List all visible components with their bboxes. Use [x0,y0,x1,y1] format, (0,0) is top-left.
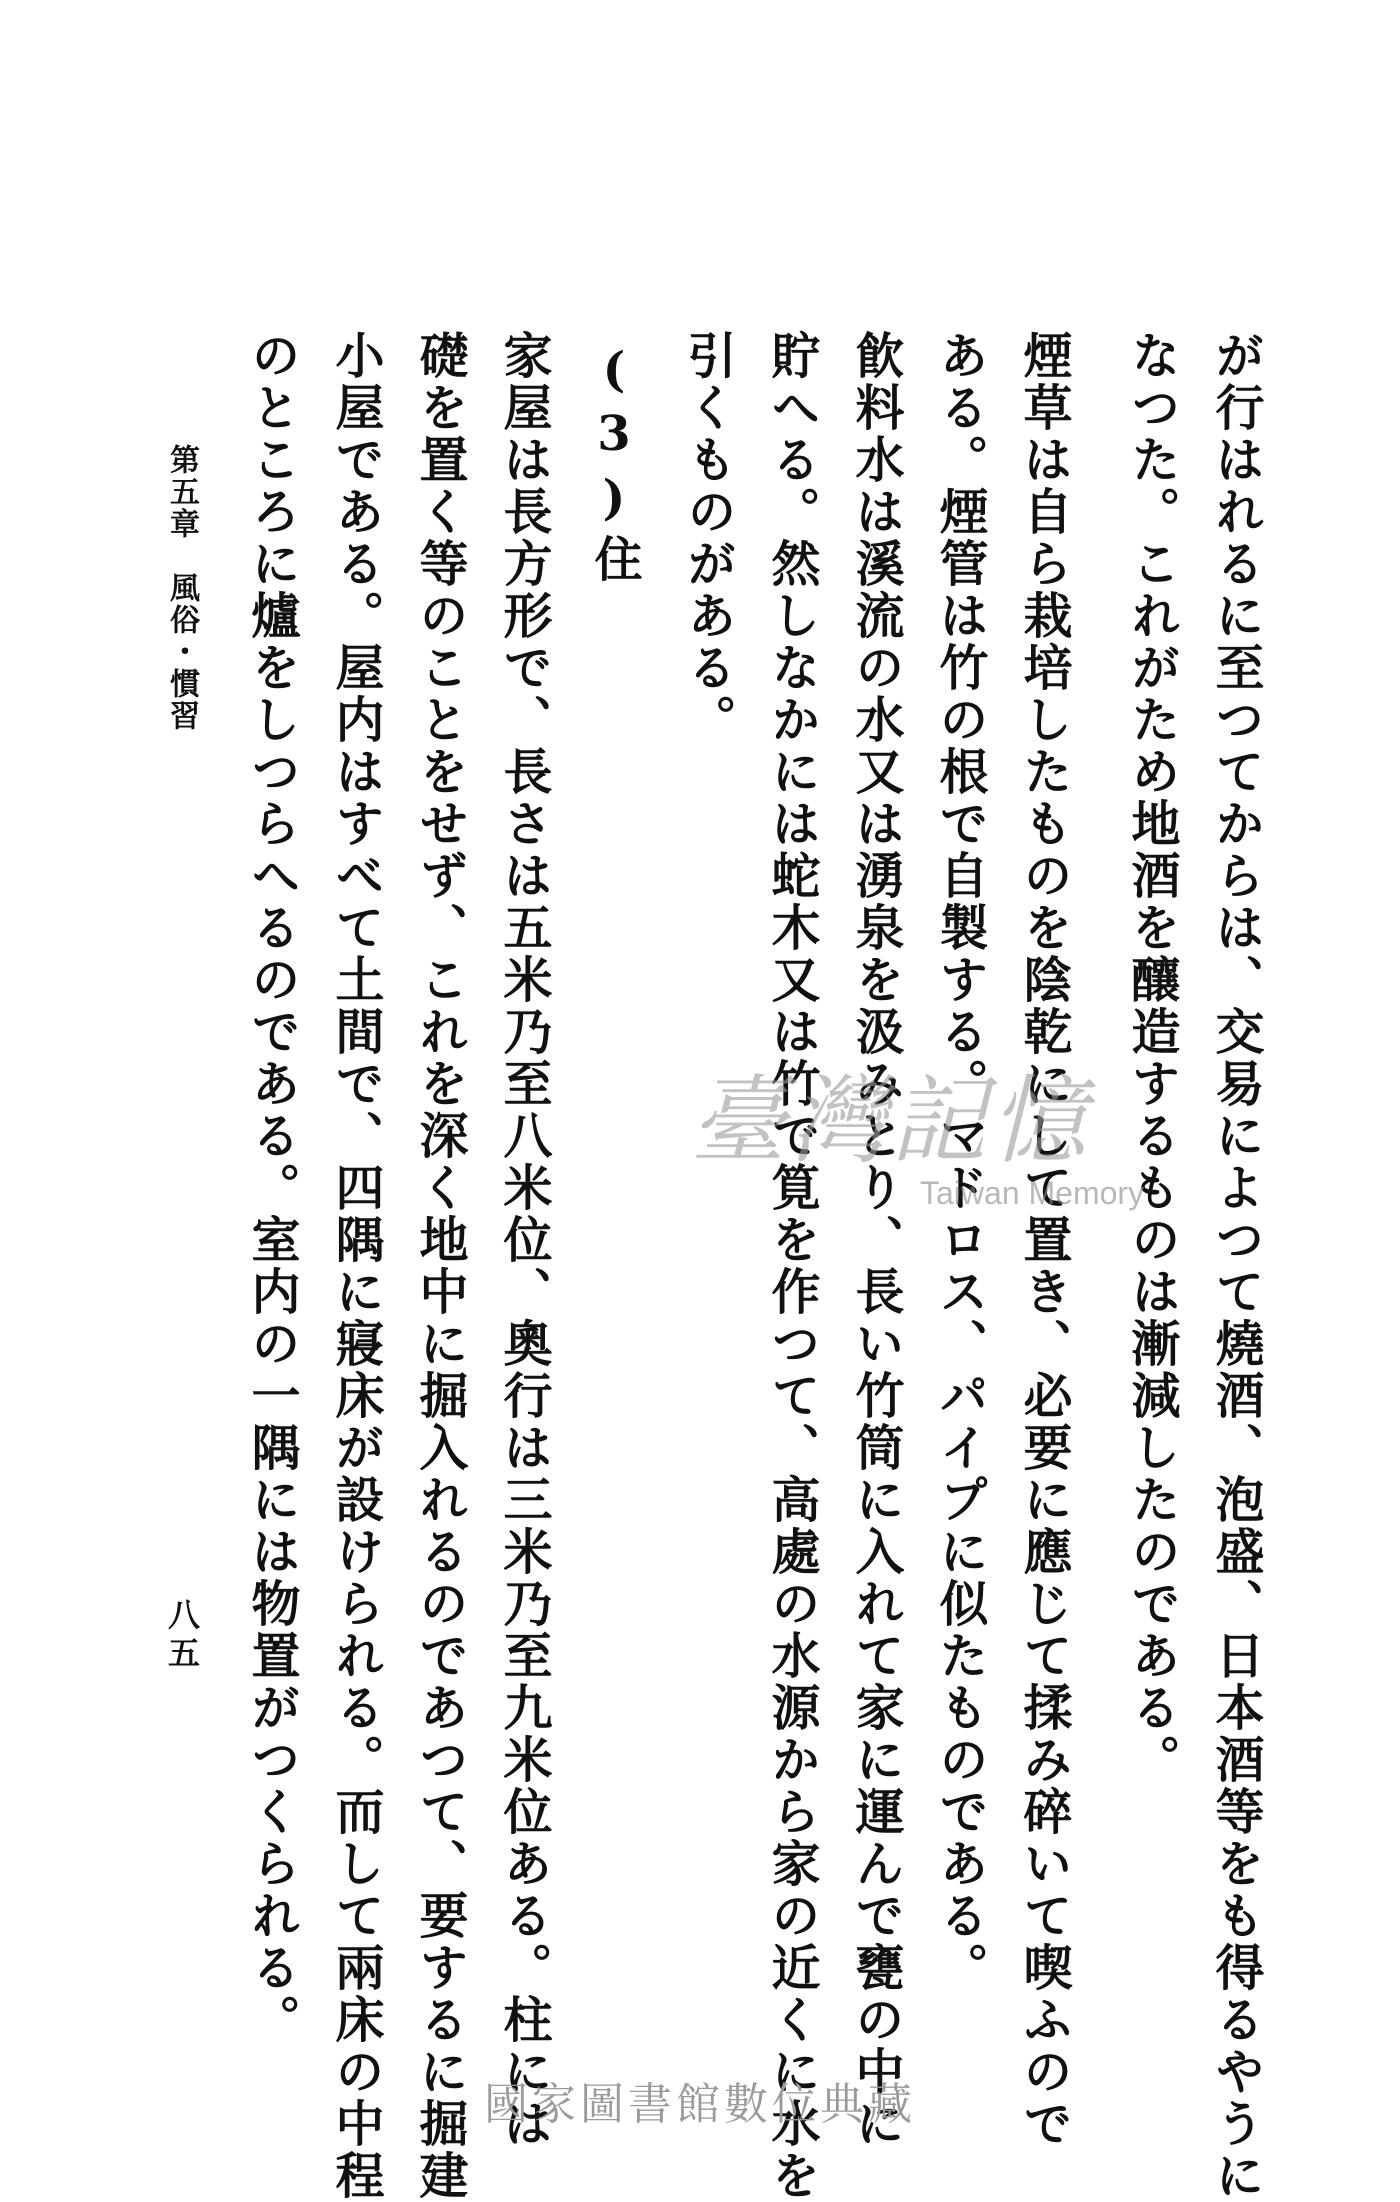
page-number: 八五 [163,1598,201,1674]
text-column-8: 家屋は長方形で、長さは五米乃至八米位、奧行は三米乃至九米位ある。柱には [496,330,554,2150]
library-credit: 國家圖書館數位典藏 [484,2079,916,2130]
text-column-3: 煙草は自ら栽培したものを陰乾にして置き、必要に應じて揉み碎いて喫ふので [1016,330,1074,2150]
text-column-1: が行はれるに至つてからは、交易によつて燒酒、泡盛、日本酒等をも得るやうに [1208,330,1266,2202]
text-column-6: 貯へる。然しなかには蛇木又は竹で筧を作つて、高處の水源から家の近くに水を [764,330,822,2202]
text-column-5: 飮料水は溪流の水又は湧泉を汲みとり、長い竹筒に入れて家に運んで甕の中に [848,330,906,2150]
text-column-10: 小屋である。屋内はすべて土間で、四隅に寢床が設けられる。而して兩床の中程 [328,330,386,2202]
text-column-2: なつた。これがため地酒を釀造するものは漸減したのである。 [1124,330,1182,1786]
text-column-7: 引くものがある。 [680,330,738,746]
text-column-11: のところに爐をしつらへるのである。室内の一隅には物置がつくられる。 [244,330,302,2046]
text-column-4: ある。煙管は竹の根で自製する。マドロス、パイプに似たものである。 [932,330,990,1994]
section-heading: (3)住 [586,342,642,590]
watermark-chinese-text: 臺灣記憶 [690,1065,1090,1177]
text-column-9: 礎を置く等のことをせず、これを深く地中に掘入れるのであつて、要するに掘建 [412,330,470,2202]
watermark-english-text: Taiwan Memory [920,1175,1145,1211]
chapter-title: 第五章 風俗・慣習 [164,444,199,732]
